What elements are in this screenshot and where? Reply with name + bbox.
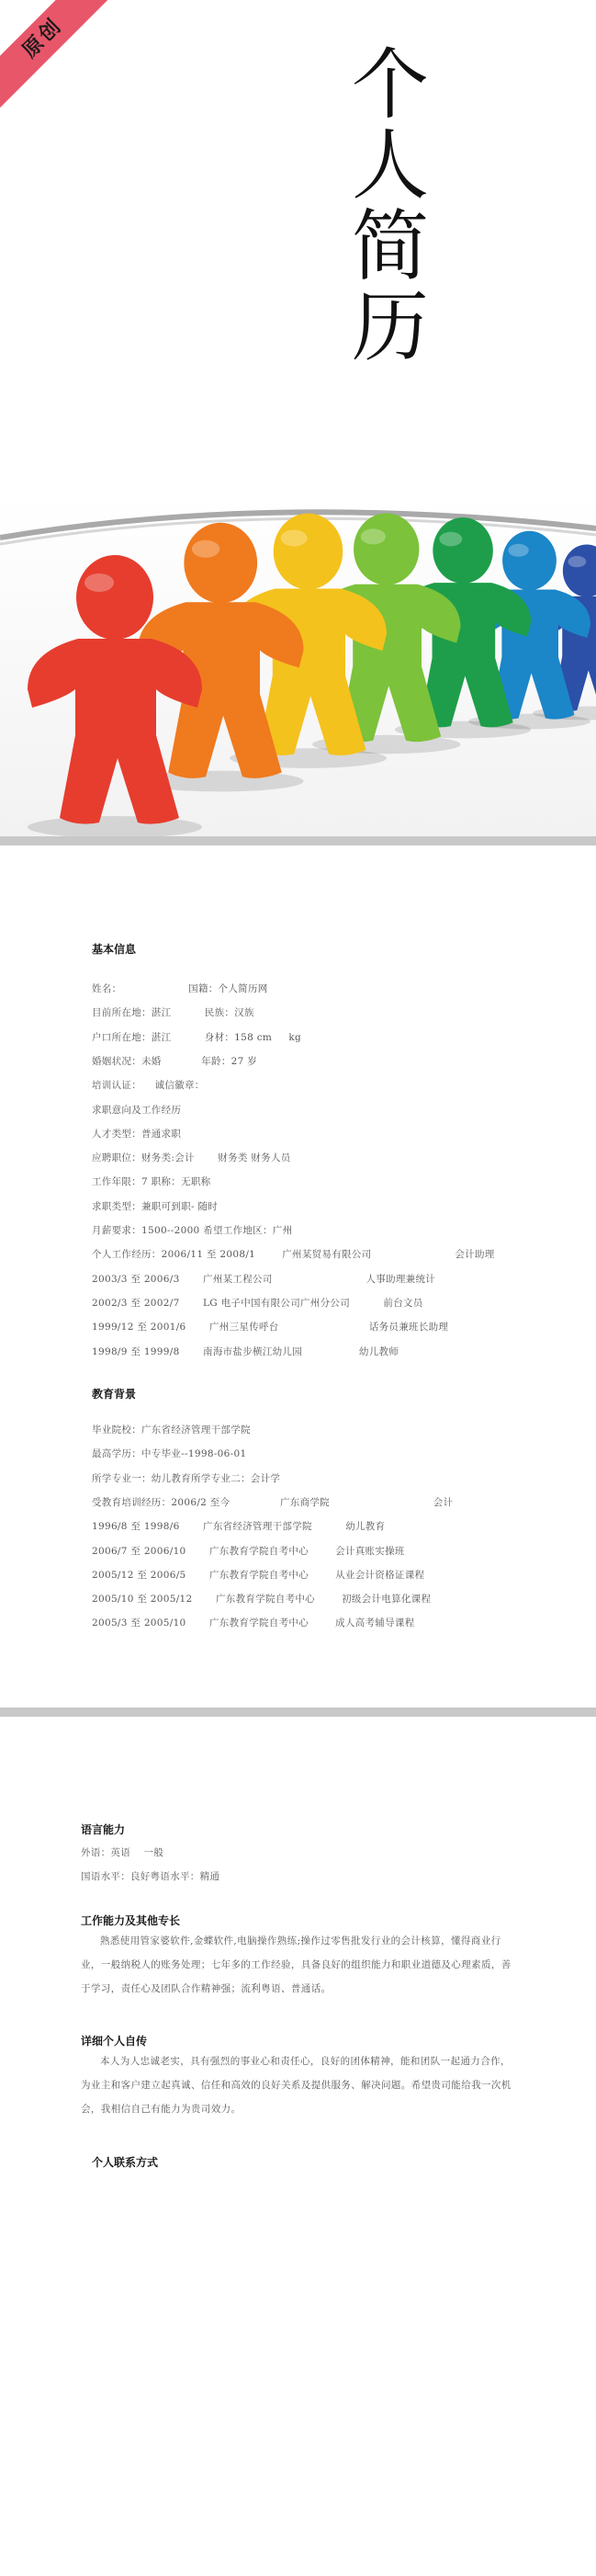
info-line: 婚姻状况：未婚 年龄：27 岁 <box>92 1055 258 1067</box>
info-line: 培训认证： 诚信徽章： <box>92 1080 205 1092</box>
autobiography-heading: 详细个人自传 <box>81 2035 148 2048</box>
info-line: 2002/3 至 2002/7 LG 电子中国有限公司广州分公司 前台文员 <box>92 1297 423 1309</box>
info-line: 求职类型：兼职可到职- 随时 <box>92 1200 219 1212</box>
info-line: 2005/10 至 2005/12 广东教育学院自考中心 初级会计电算化课程 <box>92 1594 432 1606</box>
corner-ribbon <box>0 0 110 110</box>
skills-heading: 工作能力及其他专长 <box>81 1914 181 1927</box>
info-line: 户口所在地：湛江 身材：158 cm kg <box>92 1031 302 1043</box>
title-char: 简 <box>351 201 429 291</box>
info-line: 2005/12 至 2006/5 广东教育学院自考中心 从业会计资格证课程 <box>92 1569 425 1581</box>
info-line: 应聘职位：财务类:会计 财务类 财务人员 <box>92 1152 291 1164</box>
original-badge: 原创 <box>0 0 110 110</box>
resume-title <box>340 40 441 372</box>
title-char: 历 <box>351 282 429 372</box>
section-divider <box>0 836 596 845</box>
language-line: 外语：英语 一般 <box>81 1847 164 1858</box>
info-line: 毕业院校：广东省经济管理干部学院 <box>92 1424 251 1436</box>
education-heading: 教育背景 <box>92 1388 137 1401</box>
autobiography-paragraph: 本人为人忠诚老实，具有强烈的事业心和责任心，良好的团体精神，能和团队一起通力合作，为业主和客户建立起真诚、信任和高效的良好关系及提供服务、解决问题。希望贵司能给我一次机会，我相信自己有能力为贵司效力。 <box>81 2056 512 2115</box>
info-line: 2006/7 至 2006/10 广东教育学院自考中心 会计真账实操班 <box>92 1545 405 1557</box>
language-heading: 语言能力 <box>81 1823 126 1836</box>
info-line: 人才类型：普通求职 <box>92 1128 182 1140</box>
title-char: 人 <box>351 120 429 210</box>
contact-heading: 个人联系方式 <box>92 2156 159 2169</box>
skills-paragraph: 熟悉使用管家婆软件,金蝶软件,电脑操作熟练;操作过零售批发行业的会计核算，懂得商业行业，一般纳税人的账务处理；七年多的工作经验，具备良好的组织能力和职业道德及心理素质，善于学习，责任心及团队合作精神强；流利粤语、普通话。 <box>81 1935 512 1994</box>
info-line: 受教育培训经历：2006/2 至今 广东商学院 会计 <box>92 1496 454 1508</box>
info-line: 最高学历：中专毕业--1998-06-01 <box>92 1448 247 1460</box>
info-line: 个人工作经历：2006/11 至 2008/1 广州某贸易有限公司 会计助理 <box>92 1249 495 1261</box>
info-line: 1996/8 至 1998/6 广东省经济管理干部学院 幼儿教育 <box>92 1521 386 1533</box>
language-line: 国语水平：良好粤语水平：精通 <box>81 1871 220 1882</box>
info-line: 姓名： 国籍：个人简历网 <box>92 983 268 994</box>
page-divider <box>0 1708 596 1717</box>
info-line: 求职意向及工作经历 <box>92 1104 182 1116</box>
info-line: 所学专业一：幼儿教育所学专业二：会计学 <box>92 1472 281 1484</box>
info-line: 1998/9 至 1999/8 南海市盐步横江幼儿园 幼儿教师 <box>92 1345 399 1357</box>
hero-image <box>0 496 596 836</box>
info-line: 2003/3 至 2006/3 广州某工程公司 人事助理兼统计 <box>92 1273 436 1285</box>
basic-info-heading: 基本信息 <box>92 943 137 956</box>
info-line: 工作年限：7 职称：无职称 <box>92 1176 211 1188</box>
title-char: 个 <box>351 40 429 130</box>
info-line: 目前所在地：湛江 民族：汉族 <box>92 1007 254 1019</box>
info-line: 月薪要求：1500--2000 希望工作地区：广州 <box>92 1225 293 1236</box>
info-line: 1999/12 至 2001/6 广州三星传呼台 话务员兼班长助理 <box>92 1322 449 1333</box>
info-line: 2005/3 至 2005/10 广东教育学院自考中心 成人高考辅导课程 <box>92 1617 415 1629</box>
